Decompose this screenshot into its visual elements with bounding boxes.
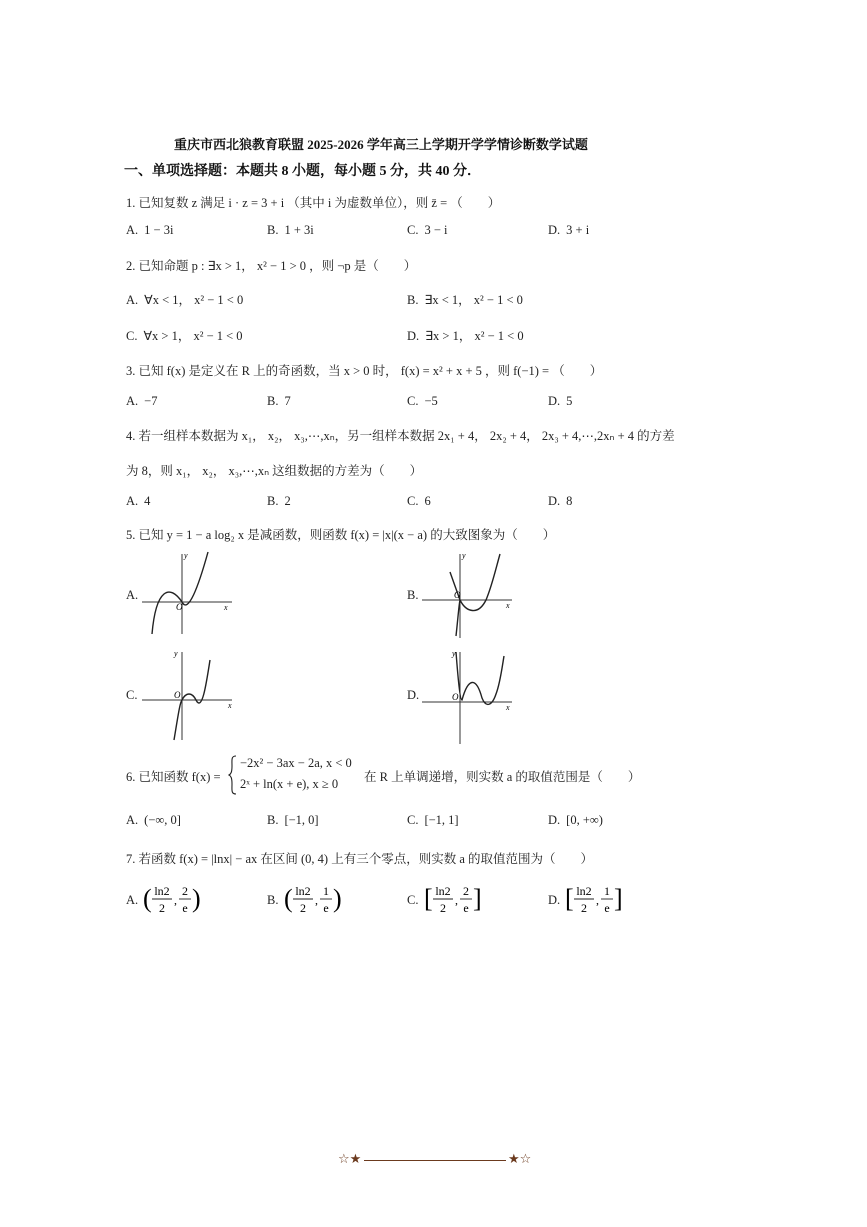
interval-right-bracket: )	[333, 884, 342, 913]
interval-left-bracket: (	[284, 884, 293, 913]
q7-option-a-interval	[142, 880, 202, 920]
question-3-stem: 3. 已知 f(x) 是定义在 R 上的奇函数，当 x > 0 时， f(x) = x² + x + 5 ，则 f(−1) = （ ）	[126, 364, 603, 378]
piecewise-brace	[228, 754, 238, 796]
fraction-denominator: 2	[300, 901, 306, 915]
q2-option-a: A. ∀x < 1， x² − 1 < 0	[126, 293, 244, 307]
graph-c-y: y	[174, 649, 178, 658]
section-title: 一、单项选择题：本题共 8 小题，每小题 5 分，共 40 分．	[124, 164, 481, 179]
q5-option-c-label: C.	[126, 688, 138, 702]
q2-option-c: C. ∀x > 1， x² − 1 < 0	[126, 329, 243, 343]
question-6-stem-prefix: 6. 已知函数 f(x) =	[126, 770, 221, 784]
svg-text:,: ,	[596, 893, 599, 907]
q3-option-c: C. −5	[407, 394, 438, 408]
graph-d-y: y	[452, 649, 456, 658]
fraction-denominator: 2	[159, 901, 165, 915]
fraction-denominator: e	[182, 901, 188, 915]
q5-option-b-label: B.	[407, 588, 419, 602]
fraction-numerator: 2	[182, 884, 188, 898]
q6-option-c: C. [−1, 1]	[407, 813, 459, 827]
question-7-stem: 7. 若函数 f(x) = |lnx| − ax 在区间 (0, 4) 上有三个零点，则实数 a 的取值范围为（ ）	[126, 852, 593, 866]
q6-option-d: D. [0, +∞)	[548, 813, 603, 827]
graph-a-x: x	[224, 603, 228, 612]
q1-option-b: B. 1 + 3i	[267, 223, 314, 237]
interval-left-bracket: [	[424, 884, 433, 913]
graph-c-x: x	[228, 701, 232, 710]
question-6-stem-suffix: 在 R 上单调递增，则实数 a 的取值范围是（ ）	[364, 770, 641, 784]
q5-graph-b	[420, 548, 520, 640]
question-5-stem: 5. 已知 y = 1 − a log₂ x 是减函数，则函数 f(x) = |x|(x − a) 的大致图象为（ ）	[126, 528, 556, 542]
q4-option-c: C. 6	[407, 494, 431, 508]
q3-option-b: B. 7	[267, 394, 291, 408]
interval-left-bracket: [	[565, 884, 574, 913]
footer-stars-left: ☆★	[338, 1152, 362, 1167]
question-1-stem: 1. 已知复数 z 满足 i · z = 3 + i （其中 i 为虚数单位），则 z̄ = （ ）	[126, 196, 501, 210]
q2-option-b: B. ∃x < 1， x² − 1 < 0	[407, 293, 523, 307]
q6-option-a: A. (−∞, 0]	[126, 813, 181, 827]
graph-c-origin: O	[174, 690, 181, 700]
graph-a-origin: O	[176, 602, 183, 612]
interval-right-bracket: ]	[614, 884, 623, 913]
q1-option-d: D. 3 + i	[548, 223, 590, 237]
q2-option-d: D. ∃x > 1， x² − 1 < 0	[407, 329, 524, 343]
q7-option-d-interval	[564, 880, 624, 920]
fraction-denominator: 2	[440, 901, 446, 915]
fraction-numerator: 1	[604, 884, 610, 898]
fraction-numerator: 1	[323, 884, 329, 898]
fraction-numerator: 2	[463, 884, 469, 898]
q1-option-c: C. 3 − i	[407, 223, 448, 237]
graph-d-x: x	[506, 703, 510, 712]
interval-right-bracket: )	[192, 884, 201, 913]
q5-option-a-label: A.	[126, 588, 139, 602]
interval-left-bracket: (	[143, 884, 152, 913]
question-4-stem-line1: 4. 若一组样本数据为 x₁， x₂， x₃,⋯,xₙ，另一组样本数据 2x₁ + 4， 2x₂ + 4， 2x₃ + 4,⋯,2xₙ + 4 的方差	[126, 429, 675, 443]
graph-a-y: y	[184, 551, 188, 560]
question-4-stem-line2: 为 8，则 x₁， x₂， x₃,⋯,xₙ 这组数据的方差为（ ）	[126, 464, 423, 478]
q3-option-d: D. 5	[548, 394, 573, 408]
fraction-numerator: ln2	[154, 884, 170, 898]
fraction-denominator: e	[323, 901, 329, 915]
q5-graph-c	[140, 646, 240, 742]
footer-divider	[364, 1160, 506, 1161]
fraction-numerator: ln2	[435, 884, 451, 898]
q4-option-b: B. 2	[267, 494, 291, 508]
fraction-denominator: e	[463, 901, 469, 915]
svg-text:,: ,	[455, 893, 458, 907]
q5-graph-a	[140, 548, 240, 638]
fraction-numerator: ln2	[295, 884, 311, 898]
q4-option-a: A. 4	[126, 494, 151, 508]
fraction-denominator: 2	[581, 901, 587, 915]
piecewise-branch-1: −2x² − 3ax − 2a, x < 0	[240, 756, 352, 770]
footer-stars-right: ★☆	[508, 1152, 532, 1167]
q6-option-b: B. [−1, 0]	[267, 813, 319, 827]
q5-option-d-label: D.	[407, 688, 420, 702]
svg-text:,: ,	[315, 893, 318, 907]
q4-option-d: D. 8	[548, 494, 573, 508]
graph-b-x: x	[506, 601, 510, 610]
graph-d-origin: O	[452, 692, 459, 702]
question-2-stem: 2. 已知命题 p : ∃x > 1， x² − 1 > 0 ，则 ¬p 是（ ）	[126, 259, 417, 273]
q5-graph-d	[420, 648, 520, 746]
piecewise-branch-2: 2ˣ + ln(x + e), x ≥ 0	[240, 777, 339, 791]
q7-option-d-label: D.	[548, 893, 561, 907]
graph-b-y: y	[462, 551, 466, 560]
fraction-denominator: e	[604, 901, 610, 915]
page-title: 重庆市西北狼教育联盟 2025-2026 学年高三上学期开学学情诊断数学试题	[174, 137, 588, 152]
interval-right-bracket: ]	[473, 884, 482, 913]
q3-option-a: A. −7	[126, 394, 158, 408]
q1-option-a: A. 1 − 3i	[126, 223, 174, 237]
q7-option-b-interval	[283, 880, 343, 920]
q7-option-c-label: C.	[407, 893, 419, 907]
q7-option-a-label: A.	[126, 893, 139, 907]
q7-option-b-label: B.	[267, 893, 279, 907]
graph-b-origin: O	[454, 590, 461, 600]
q7-option-c-interval	[423, 880, 483, 920]
svg-text:,: ,	[174, 893, 177, 907]
fraction-numerator: ln2	[576, 884, 592, 898]
